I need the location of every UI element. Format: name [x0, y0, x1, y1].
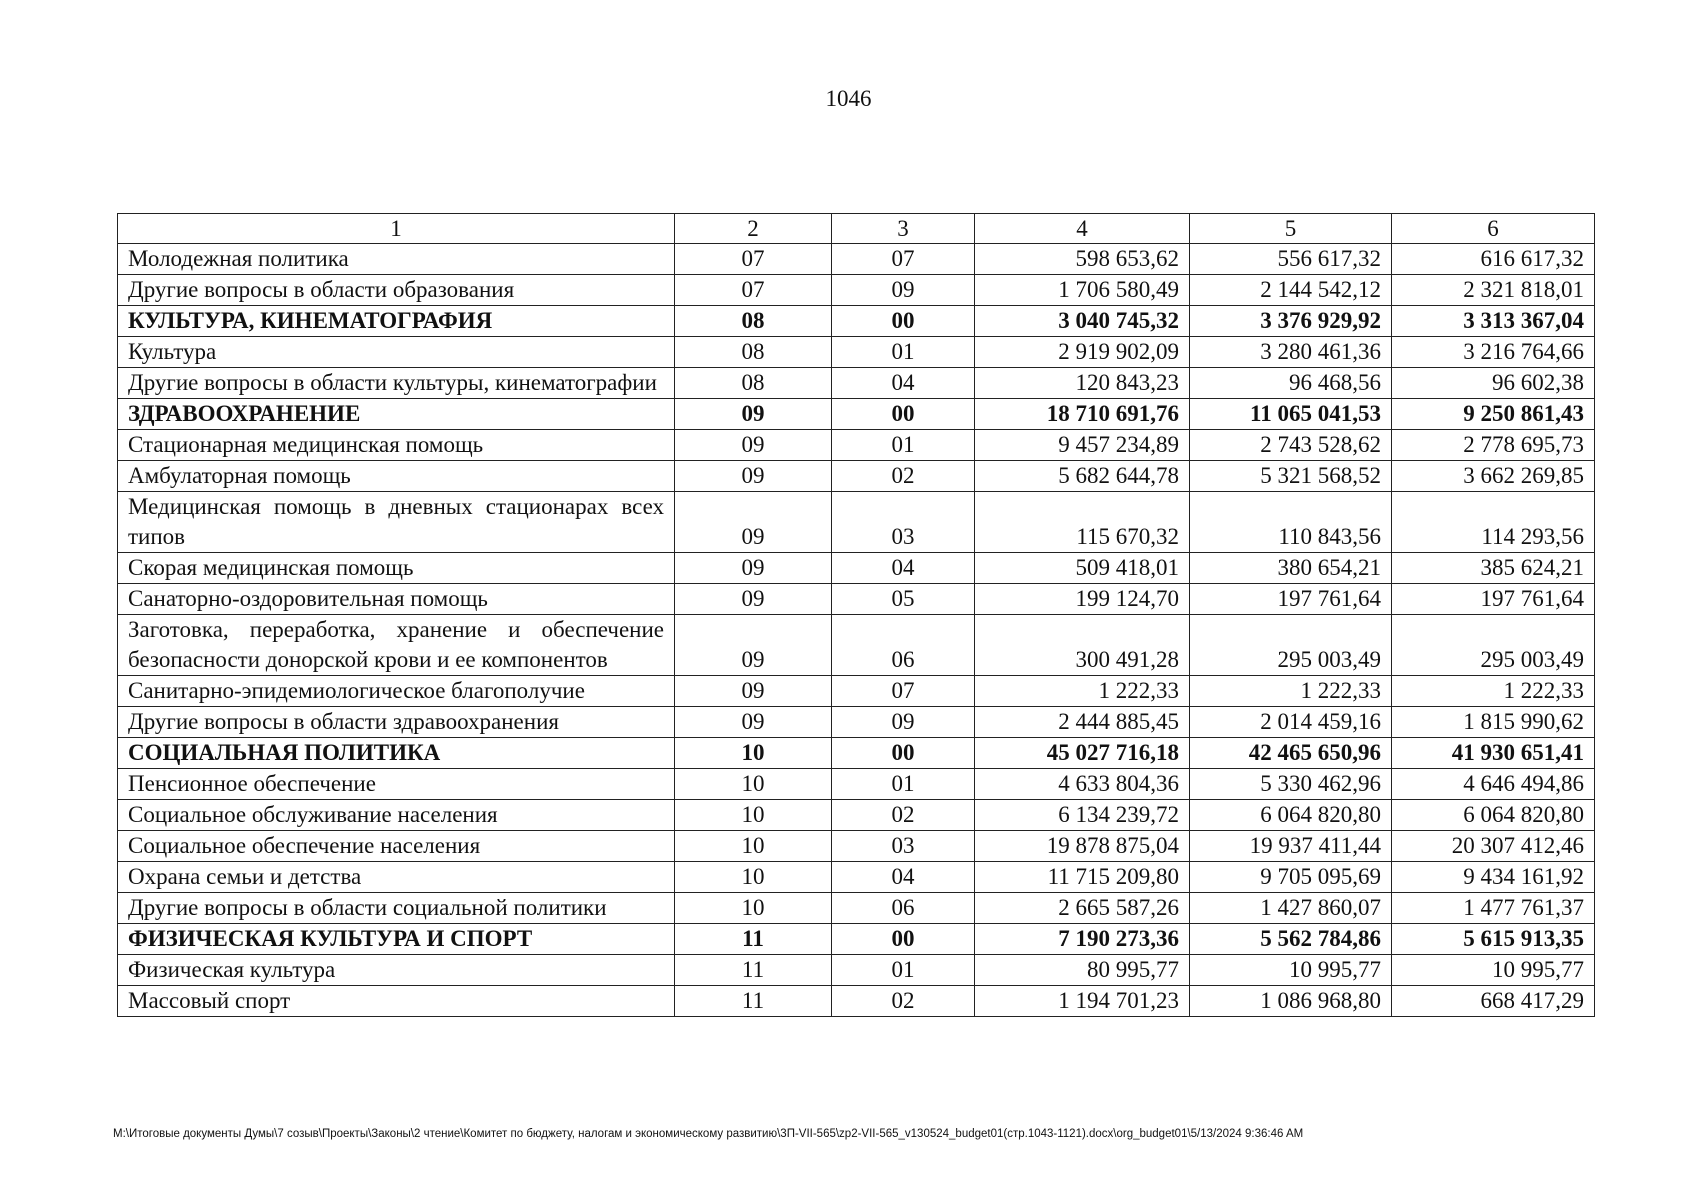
row-name-cell: Заготовка, переработка, хранение и обеспечение безопасности донорской крови и ее компонентов	[118, 615, 675, 676]
amount-col6-cell: 10 995,77	[1392, 955, 1595, 986]
amount-col5-cell: 3 376 929,92	[1190, 306, 1392, 337]
amount-col5-cell: 3 280 461,36	[1190, 337, 1392, 368]
section-code-cell: 10	[675, 831, 832, 862]
row-name-cell: Молодежная политика	[118, 244, 675, 275]
amount-col5-cell: 2 014 459,16	[1190, 707, 1392, 738]
table-row	[118, 244, 1595, 275]
section-code-cell: 09	[675, 399, 832, 430]
amount-col6-cell: 295 003,49	[1392, 615, 1595, 676]
subsection-code-cell: 07	[832, 244, 975, 275]
amount-col4-cell: 300 491,28	[975, 615, 1190, 676]
amount-col5-cell: 10 995,77	[1190, 955, 1392, 986]
amount-col6-cell: 2 778 695,73	[1392, 430, 1595, 461]
amount-col4-cell: 11 715 209,80	[975, 862, 1190, 893]
amount-col4-cell: 2 665 587,26	[975, 893, 1190, 924]
section-code-cell: 09	[675, 553, 832, 584]
table-row	[118, 924, 1595, 955]
amount-col4-cell: 4 633 804,36	[975, 769, 1190, 800]
table-row	[118, 831, 1595, 862]
amount-col4-cell: 598 653,62	[975, 244, 1190, 275]
section-code-cell: 09	[675, 707, 832, 738]
section-code-cell: 11	[675, 924, 832, 955]
amount-col5-cell: 96 468,56	[1190, 368, 1392, 399]
amount-col5-cell: 42 465 650,96	[1190, 738, 1392, 769]
amount-col4-cell: 2 444 885,45	[975, 707, 1190, 738]
amount-col5-cell: 295 003,49	[1190, 615, 1392, 676]
row-name-cell: Скорая медицинская помощь	[118, 553, 675, 584]
table-row	[118, 615, 1595, 676]
subsection-code-cell: 05	[832, 584, 975, 615]
section-code-cell: 09	[675, 676, 832, 707]
amount-col4-cell: 7 190 273,36	[975, 924, 1190, 955]
table-row	[118, 986, 1595, 1017]
row-name-cell: Социальное обслуживание населения	[118, 800, 675, 831]
amount-col4-cell: 115 670,32	[975, 492, 1190, 553]
table-body	[118, 214, 1595, 1017]
amount-col4-cell: 2 919 902,09	[975, 337, 1190, 368]
amount-col6-cell: 9 250 861,43	[1392, 399, 1595, 430]
table-row	[118, 769, 1595, 800]
subsection-code-cell: 00	[832, 306, 975, 337]
amount-col6-cell: 3 313 367,04	[1392, 306, 1595, 337]
section-code-cell: 10	[675, 769, 832, 800]
table-row	[118, 461, 1595, 492]
column-header-1: 1	[118, 214, 675, 244]
section-code-cell: 08	[675, 368, 832, 399]
amount-col4-cell: 18 710 691,76	[975, 399, 1190, 430]
table-row	[118, 368, 1595, 399]
subsection-code-cell: 01	[832, 955, 975, 986]
row-name-cell: Физическая культура	[118, 955, 675, 986]
section-code-cell: 07	[675, 275, 832, 306]
subsection-code-cell: 04	[832, 553, 975, 584]
amount-col5-cell: 2 144 542,12	[1190, 275, 1392, 306]
row-name-cell: Медицинская помощь в дневных стационарах всех типов	[118, 492, 675, 553]
table-row	[118, 800, 1595, 831]
amount-col6-cell: 96 602,38	[1392, 368, 1595, 399]
section-code-cell: 08	[675, 306, 832, 337]
row-name-cell: Санаторно-оздоровительная помощь	[118, 584, 675, 615]
amount-col6-cell: 197 761,64	[1392, 584, 1595, 615]
amount-col5-cell: 5 562 784,86	[1190, 924, 1392, 955]
amount-col4-cell: 1 706 580,49	[975, 275, 1190, 306]
amount-col6-cell: 5 615 913,35	[1392, 924, 1595, 955]
table-row	[118, 492, 1595, 553]
row-name-cell: Другие вопросы в области культуры, кинематографии	[118, 368, 675, 399]
row-name-cell: ЗДРАВООХРАНЕНИЕ	[118, 399, 675, 430]
table-row	[118, 676, 1595, 707]
row-name-cell: Стационарная медицинская помощь	[118, 430, 675, 461]
amount-col5-cell: 1 222,33	[1190, 676, 1392, 707]
subsection-code-cell: 01	[832, 769, 975, 800]
amount-col6-cell: 616 617,32	[1392, 244, 1595, 275]
amount-col4-cell: 19 878 875,04	[975, 831, 1190, 862]
section-code-cell: 09	[675, 492, 832, 553]
row-name-cell: Амбулаторная помощь	[118, 461, 675, 492]
section-code-cell: 10	[675, 800, 832, 831]
row-name-cell: Санитарно-эпидемиологическое благополучие	[118, 676, 675, 707]
row-name-cell: Другие вопросы в области образования	[118, 275, 675, 306]
section-code-cell: 07	[675, 244, 832, 275]
amount-col6-cell: 1 222,33	[1392, 676, 1595, 707]
row-name-cell: Пенсионное обеспечение	[118, 769, 675, 800]
amount-col4-cell: 509 418,01	[975, 553, 1190, 584]
column-header-4: 4	[975, 214, 1190, 244]
amount-col4-cell: 120 843,23	[975, 368, 1190, 399]
table-header-row	[118, 214, 1595, 244]
subsection-code-cell: 02	[832, 986, 975, 1017]
amount-col5-cell: 1 086 968,80	[1190, 986, 1392, 1017]
page-number: 1046	[825, 86, 872, 111]
section-code-cell: 09	[675, 584, 832, 615]
column-header-3: 3	[832, 214, 975, 244]
amount-col5-cell: 197 761,64	[1190, 584, 1392, 615]
section-code-cell: 11	[675, 955, 832, 986]
amount-col5-cell: 9 705 095,69	[1190, 862, 1392, 893]
subsection-code-cell: 04	[832, 862, 975, 893]
table-row	[118, 955, 1595, 986]
row-name-cell: Другие вопросы в области социальной политики	[118, 893, 675, 924]
amount-col5-cell: 19 937 411,44	[1190, 831, 1392, 862]
amount-col6-cell: 1 477 761,37	[1392, 893, 1595, 924]
table-row	[118, 553, 1595, 584]
subsection-code-cell: 01	[832, 430, 975, 461]
table-row	[118, 337, 1595, 368]
row-name-cell: Социальное обеспечение населения	[118, 831, 675, 862]
footer-file-path: M:\Итоговые документы Думы\7 созыв\Проекты\Законы\2 чтение\Комитет по бюджету, налогам и экономическому развитию\3П-VII-565\zp2-VII-565_v130524_budget01(стр.1043-1121).docx\org_budget01\5/13/2024 9:36:46 AM	[113, 1128, 1304, 1140]
amount-col5-cell: 2 743 528,62	[1190, 430, 1392, 461]
row-name-cell: Культура	[118, 337, 675, 368]
row-name-cell: Другие вопросы в области здравоохранения	[118, 707, 675, 738]
subsection-code-cell: 07	[832, 676, 975, 707]
amount-col6-cell: 20 307 412,46	[1392, 831, 1595, 862]
subsection-code-cell: 03	[832, 492, 975, 553]
amount-col5-cell: 380 654,21	[1190, 553, 1392, 584]
amount-col5-cell: 110 843,56	[1190, 492, 1392, 553]
amount-col5-cell: 5 321 568,52	[1190, 461, 1392, 492]
amount-col6-cell: 3 662 269,85	[1392, 461, 1595, 492]
subsection-code-cell: 06	[832, 893, 975, 924]
budget-table	[117, 213, 1595, 1017]
amount-col4-cell: 1 222,33	[975, 676, 1190, 707]
row-name-cell: КУЛЬТУРА, КИНЕМАТОГРАФИЯ	[118, 306, 675, 337]
subsection-code-cell: 01	[832, 337, 975, 368]
amount-col6-cell: 6 064 820,80	[1392, 800, 1595, 831]
section-code-cell: 10	[675, 893, 832, 924]
subsection-code-cell: 02	[832, 461, 975, 492]
amount-col5-cell: 1 427 860,07	[1190, 893, 1392, 924]
table-row	[118, 738, 1595, 769]
amount-col4-cell: 199 124,70	[975, 584, 1190, 615]
table-row	[118, 399, 1595, 430]
table-row	[118, 893, 1595, 924]
table-row	[118, 306, 1595, 337]
row-name-cell: Охрана семьи и детства	[118, 862, 675, 893]
table-row	[118, 584, 1595, 615]
amount-col4-cell: 80 995,77	[975, 955, 1190, 986]
row-name-cell: Массовый спорт	[118, 986, 675, 1017]
column-header-5: 5	[1190, 214, 1392, 244]
subsection-code-cell: 09	[832, 707, 975, 738]
section-code-cell: 09	[675, 461, 832, 492]
amount-col6-cell: 668 417,29	[1392, 986, 1595, 1017]
amount-col6-cell: 41 930 651,41	[1392, 738, 1595, 769]
amount-col4-cell: 3 040 745,32	[975, 306, 1190, 337]
section-code-cell: 10	[675, 862, 832, 893]
column-header-2: 2	[675, 214, 832, 244]
table-row	[118, 430, 1595, 461]
subsection-code-cell: 02	[832, 800, 975, 831]
amount-col5-cell: 6 064 820,80	[1190, 800, 1392, 831]
section-code-cell: 10	[675, 738, 832, 769]
row-name-cell: СОЦИАЛЬНАЯ ПОЛИТИКА	[118, 738, 675, 769]
table-row	[118, 707, 1595, 738]
subsection-code-cell: 00	[832, 399, 975, 430]
amount-col6-cell: 114 293,56	[1392, 492, 1595, 553]
row-name-cell: ФИЗИЧЕСКАЯ КУЛЬТУРА И СПОРТ	[118, 924, 675, 955]
amount-col4-cell: 45 027 716,18	[975, 738, 1190, 769]
amount-col6-cell: 9 434 161,92	[1392, 862, 1595, 893]
section-code-cell: 09	[675, 615, 832, 676]
amount-col5-cell: 5 330 462,96	[1190, 769, 1392, 800]
amount-col6-cell: 1 815 990,62	[1392, 707, 1595, 738]
subsection-code-cell: 09	[832, 275, 975, 306]
table-row	[118, 862, 1595, 893]
subsection-code-cell: 04	[832, 368, 975, 399]
amount-col4-cell: 5 682 644,78	[975, 461, 1190, 492]
table-row	[118, 275, 1595, 306]
amount-col6-cell: 385 624,21	[1392, 553, 1595, 584]
subsection-code-cell: 00	[832, 738, 975, 769]
subsection-code-cell: 00	[832, 924, 975, 955]
amount-col5-cell: 11 065 041,53	[1190, 399, 1392, 430]
section-code-cell: 11	[675, 986, 832, 1017]
section-code-cell: 09	[675, 430, 832, 461]
subsection-code-cell: 06	[832, 615, 975, 676]
column-header-6: 6	[1392, 214, 1595, 244]
amount-col4-cell: 9 457 234,89	[975, 430, 1190, 461]
section-code-cell: 08	[675, 337, 832, 368]
subsection-code-cell: 03	[832, 831, 975, 862]
amount-col6-cell: 4 646 494,86	[1392, 769, 1595, 800]
amount-col4-cell: 6 134 239,72	[975, 800, 1190, 831]
amount-col4-cell: 1 194 701,23	[975, 986, 1190, 1017]
amount-col5-cell: 556 617,32	[1190, 244, 1392, 275]
amount-col6-cell: 3 216 764,66	[1392, 337, 1595, 368]
amount-col6-cell: 2 321 818,01	[1392, 275, 1595, 306]
